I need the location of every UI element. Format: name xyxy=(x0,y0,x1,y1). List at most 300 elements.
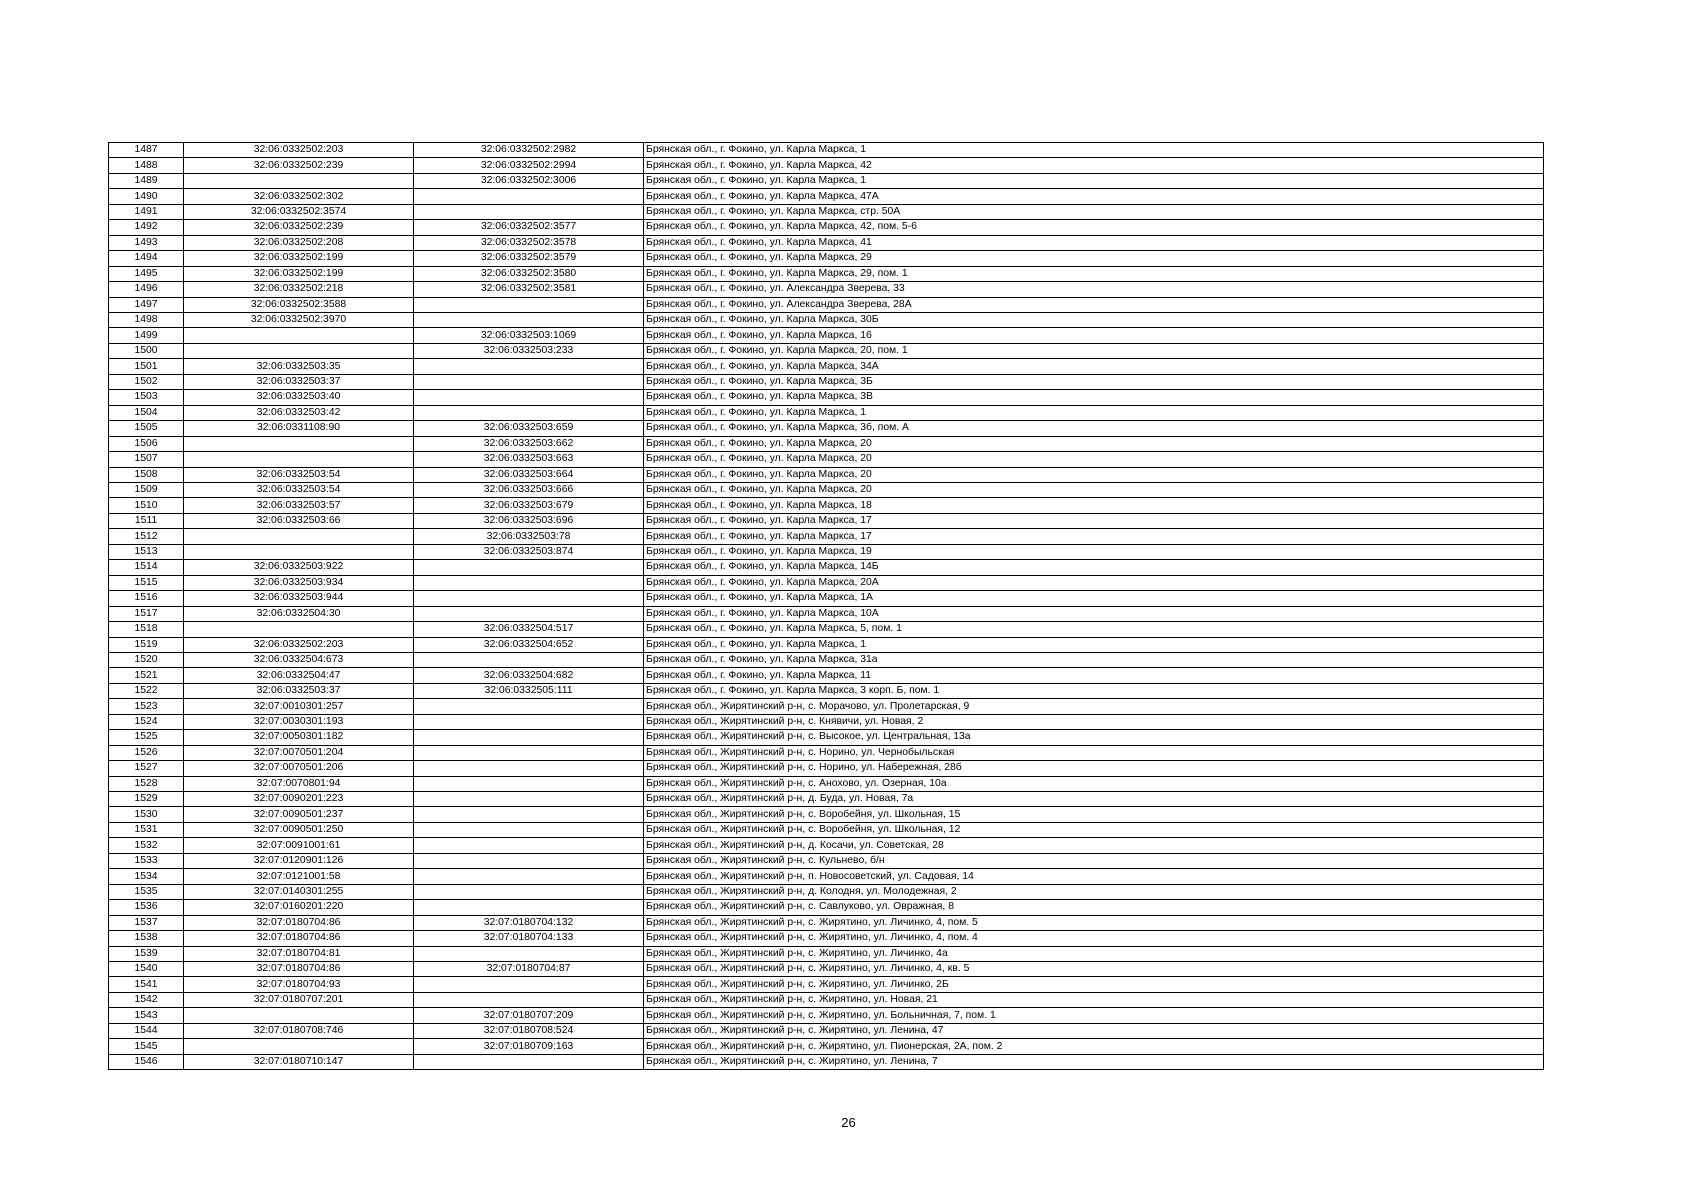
table-row xyxy=(109,900,1544,915)
table-row xyxy=(109,792,1544,807)
table-row xyxy=(109,591,1544,606)
land-cadastral-number-cell: 32:06:0332503:57 xyxy=(184,498,414,513)
row-number-cell: 1522 xyxy=(109,683,184,698)
land-cadastral-number-cell xyxy=(184,343,414,358)
object-cadastral-number-cell xyxy=(414,776,644,791)
land-cadastral-number-cell: 32:06:0332502:239 xyxy=(184,158,414,173)
object-cadastral-number-cell xyxy=(414,390,644,405)
address-cell: Брянская обл., г. Фокино, ул. Карла Маркса, 29, пом. 1 xyxy=(644,266,1544,281)
table-row xyxy=(109,637,1544,652)
address-cell: Брянская обл., Жирятинский р-н, с. Жирятино, ул. Личинко, 4а xyxy=(644,946,1544,961)
row-number-cell: 1516 xyxy=(109,591,184,606)
land-cadastral-number-cell: 32:06:0332502:302 xyxy=(184,189,414,204)
address-cell: Брянская обл., Жирятинский р-н, с. Воробейня, ул. Школьная, 12 xyxy=(644,822,1544,837)
row-number-cell: 1532 xyxy=(109,838,184,853)
land-cadastral-number-cell: 32:06:0332502:203 xyxy=(184,143,414,158)
address-cell: Брянская обл., г. Фокино, ул. Карла Маркса, 20А xyxy=(644,575,1544,590)
land-cadastral-number-cell: 32:07:0010301:257 xyxy=(184,699,414,714)
land-cadastral-number-cell: 32:06:0332502:3574 xyxy=(184,204,414,219)
object-cadastral-number-cell xyxy=(414,745,644,760)
land-cadastral-number-cell: 32:06:0332503:40 xyxy=(184,390,414,405)
land-cadastral-number-cell: 32:07:0180704:86 xyxy=(184,931,414,946)
object-cadastral-number-cell xyxy=(414,838,644,853)
land-cadastral-number-cell xyxy=(184,529,414,544)
object-cadastral-number-cell: 32:07:0180704:87 xyxy=(414,962,644,977)
object-cadastral-number-cell xyxy=(414,312,644,327)
address-cell: Брянская обл., Жирятинский р-н, с. Жирятино, ул. Больничная, 7, пом. 1 xyxy=(644,1008,1544,1023)
address-cell: Брянская обл., Жирятинский р-н, с. Воробейня, ул. Школьная, 15 xyxy=(644,807,1544,822)
table-row xyxy=(109,189,1544,204)
object-cadastral-number-cell: 32:06:0332503:679 xyxy=(414,498,644,513)
object-cadastral-number-cell xyxy=(414,946,644,961)
table-row xyxy=(109,467,1544,482)
land-cadastral-number-cell: 32:07:0160201:220 xyxy=(184,900,414,915)
object-cadastral-number-cell xyxy=(414,652,644,667)
table-row xyxy=(109,946,1544,961)
address-cell: Брянская обл., г. Фокино, ул. Карла Маркса, 20 xyxy=(644,467,1544,482)
row-number-cell: 1509 xyxy=(109,482,184,497)
object-cadastral-number-cell xyxy=(414,730,644,745)
table-row xyxy=(109,1008,1544,1023)
object-cadastral-number-cell xyxy=(414,807,644,822)
address-cell: Брянская обл., г. Фокино, ул. Карла Маркса, 10А xyxy=(644,606,1544,621)
object-cadastral-number-cell: 32:06:0332502:3578 xyxy=(414,235,644,250)
table-row xyxy=(109,359,1544,374)
object-cadastral-number-cell xyxy=(414,189,644,204)
address-cell: Брянская обл., г. Фокино, ул. Карла Маркса, 3Б xyxy=(644,374,1544,389)
land-cadastral-number-cell: 32:07:0180707:201 xyxy=(184,992,414,1007)
address-cell: Брянская обл., г. Фокино, ул. Карла Маркса, 1 xyxy=(644,143,1544,158)
row-number-cell: 1517 xyxy=(109,606,184,621)
object-cadastral-number-cell: 32:07:0180709:163 xyxy=(414,1039,644,1054)
address-cell: Брянская обл., Жирятинский р-н, с. Анохово, ул. Озерная, 10а xyxy=(644,776,1544,791)
table-row xyxy=(109,235,1544,250)
land-cadastral-number-cell: 32:06:0332502:218 xyxy=(184,282,414,297)
table-row xyxy=(109,745,1544,760)
object-cadastral-number-cell: 32:07:0180704:133 xyxy=(414,931,644,946)
table-row xyxy=(109,328,1544,343)
land-cadastral-number-cell: 32:06:0332502:239 xyxy=(184,220,414,235)
object-cadastral-number-cell xyxy=(414,714,644,729)
address-cell: Брянская обл., г. Фокино, ул. Карла Маркса, 5, пом. 1 xyxy=(644,622,1544,637)
row-number-cell: 1505 xyxy=(109,421,184,436)
address-cell: Брянская обл., г. Фокино, ул. Карла Маркса, 3б, пом. А xyxy=(644,421,1544,436)
table-row xyxy=(109,173,1544,188)
land-cadastral-number-cell xyxy=(184,622,414,637)
row-number-cell: 1523 xyxy=(109,699,184,714)
land-cadastral-number-cell: 32:07:0140301:255 xyxy=(184,884,414,899)
land-cadastral-number-cell: 32:07:0120901:126 xyxy=(184,853,414,868)
land-cadastral-number-cell xyxy=(184,452,414,467)
address-cell: Брянская обл., г. Фокино, ул. Карла Маркса, 1 xyxy=(644,173,1544,188)
object-cadastral-number-cell xyxy=(414,1054,644,1069)
object-cadastral-number-cell: 32:07:0180708:524 xyxy=(414,1023,644,1038)
row-number-cell: 1546 xyxy=(109,1054,184,1069)
row-number-cell: 1533 xyxy=(109,853,184,868)
address-cell: Брянская обл., Жирятинский р-н, с. Жирятино, ул. Ленина, 47 xyxy=(644,1023,1544,1038)
address-cell: Брянская обл., Жирятинский р-н, д. Колодня, ул. Молодежная, 2 xyxy=(644,884,1544,899)
address-cell: Брянская обл., г. Фокино, ул. Карла Маркса, 18 xyxy=(644,498,1544,513)
land-cadastral-number-cell: 32:07:0180704:86 xyxy=(184,915,414,930)
row-number-cell: 1488 xyxy=(109,158,184,173)
address-cell: Брянская обл., г. Фокино, ул. Карла Маркса, 3В xyxy=(644,390,1544,405)
object-cadastral-number-cell xyxy=(414,405,644,420)
object-cadastral-number-cell xyxy=(414,822,644,837)
table-row xyxy=(109,266,1544,281)
table-row xyxy=(109,1054,1544,1069)
table-row xyxy=(109,992,1544,1007)
land-cadastral-number-cell: 32:07:0180708:746 xyxy=(184,1023,414,1038)
table-row xyxy=(109,606,1544,621)
land-cadastral-number-cell: 32:06:0332503:944 xyxy=(184,591,414,606)
land-cadastral-number-cell: 32:06:0332503:54 xyxy=(184,482,414,497)
address-cell: Брянская обл., г. Фокино, ул. Карла Маркса, 17 xyxy=(644,513,1544,528)
address-cell: Брянская обл., г. Фокино, ул. Карла Маркса, 42 xyxy=(644,158,1544,173)
row-number-cell: 1492 xyxy=(109,220,184,235)
land-cadastral-number-cell xyxy=(184,1039,414,1054)
address-cell: Брянская обл., Жирятинский р-н, с. Жирятино, ул. Личинко, 4, кв. 5 xyxy=(644,962,1544,977)
row-number-cell: 1526 xyxy=(109,745,184,760)
table-row xyxy=(109,575,1544,590)
row-number-cell: 1506 xyxy=(109,436,184,451)
object-cadastral-number-cell xyxy=(414,359,644,374)
object-cadastral-number-cell: 32:06:0332504:652 xyxy=(414,637,644,652)
row-number-cell: 1510 xyxy=(109,498,184,513)
land-cadastral-number-cell: 32:07:0090501:250 xyxy=(184,822,414,837)
object-cadastral-number-cell xyxy=(414,761,644,776)
address-cell: Брянская обл., г. Фокино, ул. Карла Маркса, 16 xyxy=(644,328,1544,343)
row-number-cell: 1511 xyxy=(109,513,184,528)
table-row xyxy=(109,869,1544,884)
table-row xyxy=(109,962,1544,977)
address-cell: Брянская обл., Жирятинский р-н, с. Норино, ул. Чернобыльская xyxy=(644,745,1544,760)
land-cadastral-number-cell xyxy=(184,173,414,188)
table-row xyxy=(109,652,1544,667)
row-number-cell: 1501 xyxy=(109,359,184,374)
object-cadastral-number-cell: 32:07:0180704:132 xyxy=(414,915,644,930)
land-cadastral-number-cell xyxy=(184,328,414,343)
object-cadastral-number-cell xyxy=(414,699,644,714)
object-cadastral-number-cell: 32:06:0332502:2982 xyxy=(414,143,644,158)
table-row xyxy=(109,560,1544,575)
land-cadastral-number-cell: 32:07:0090501:237 xyxy=(184,807,414,822)
object-cadastral-number-cell xyxy=(414,560,644,575)
table-row xyxy=(109,977,1544,992)
address-cell: Брянская обл., г. Фокино, ул. Карла Маркса, 1 xyxy=(644,405,1544,420)
land-cadastral-number-cell: 32:07:0090201:223 xyxy=(184,792,414,807)
address-cell: Брянская обл., Жирятинский р-н, с. Жирятино, ул. Новая, 21 xyxy=(644,992,1544,1007)
object-cadastral-number-cell xyxy=(414,869,644,884)
land-cadastral-number-cell: 32:07:0030301:193 xyxy=(184,714,414,729)
row-number-cell: 1514 xyxy=(109,560,184,575)
land-cadastral-number-cell: 32:07:0180704:81 xyxy=(184,946,414,961)
address-cell: Брянская обл., г. Фокино, ул. Карла Маркса, 30Б xyxy=(644,312,1544,327)
land-cadastral-number-cell: 32:07:0070501:204 xyxy=(184,745,414,760)
object-cadastral-number-cell xyxy=(414,900,644,915)
land-cadastral-number-cell: 32:07:0121001:58 xyxy=(184,869,414,884)
table-row xyxy=(109,544,1544,559)
address-cell: Брянская обл., Жирятинский р-н, с. Высокое, ул. Центральная, 13а xyxy=(644,730,1544,745)
row-number-cell: 1503 xyxy=(109,390,184,405)
object-cadastral-number-cell: 32:06:0332502:3580 xyxy=(414,266,644,281)
object-cadastral-number-cell: 32:06:0332502:3581 xyxy=(414,282,644,297)
table-row xyxy=(109,158,1544,173)
object-cadastral-number-cell: 32:06:0332504:682 xyxy=(414,668,644,683)
object-cadastral-number-cell: 32:06:0332503:664 xyxy=(414,467,644,482)
table-row xyxy=(109,807,1544,822)
row-number-cell: 1543 xyxy=(109,1008,184,1023)
land-cadastral-number-cell xyxy=(184,1008,414,1023)
land-cadastral-number-cell: 32:06:0332503:54 xyxy=(184,467,414,482)
land-cadastral-number-cell: 32:06:0332502:3588 xyxy=(184,297,414,312)
address-cell: Брянская обл., г. Фокино, ул. Карла Маркса, 1А xyxy=(644,591,1544,606)
address-cell: Брянская обл., г. Фокино, ул. Карла Маркса, 3 корп. Б, пом. 1 xyxy=(644,683,1544,698)
address-cell: Брянская обл., г. Фокино, ул. Карла Маркса, 20, пом. 1 xyxy=(644,343,1544,358)
land-cadastral-number-cell: 32:06:0332502:203 xyxy=(184,637,414,652)
address-cell: Брянская обл., Жирятинский р-н, с. Морачово, ул. Пролетарская, 9 xyxy=(644,699,1544,714)
land-cadastral-number-cell: 32:06:0332503:66 xyxy=(184,513,414,528)
land-cadastral-number-cell: 32:06:0332502:199 xyxy=(184,251,414,266)
address-cell: Брянская обл., г. Фокино, ул. Карла Маркса, 1 xyxy=(644,637,1544,652)
row-number-cell: 1527 xyxy=(109,761,184,776)
address-cell: Брянская обл., г. Фокино, ул. Карла Маркса, 19 xyxy=(644,544,1544,559)
object-cadastral-number-cell: 32:06:0332502:3006 xyxy=(414,173,644,188)
object-cadastral-number-cell: 32:06:0332504:517 xyxy=(414,622,644,637)
object-cadastral-number-cell: 32:06:0332503:78 xyxy=(414,529,644,544)
table-row xyxy=(109,776,1544,791)
row-number-cell: 1496 xyxy=(109,282,184,297)
land-cadastral-number-cell: 32:06:0332504:30 xyxy=(184,606,414,621)
table-row xyxy=(109,915,1544,930)
row-number-cell: 1502 xyxy=(109,374,184,389)
land-cadastral-number-cell: 32:07:0180704:86 xyxy=(184,962,414,977)
land-cadastral-number-cell: 32:07:0050301:182 xyxy=(184,730,414,745)
page-number: 26 xyxy=(841,1115,856,1130)
table-row xyxy=(109,668,1544,683)
table-row xyxy=(109,405,1544,420)
table-row xyxy=(109,220,1544,235)
table-row xyxy=(109,143,1544,158)
land-cadastral-number-cell xyxy=(184,544,414,559)
table-row xyxy=(109,452,1544,467)
land-cadastral-number-cell: 32:07:0091001:61 xyxy=(184,838,414,853)
table-row xyxy=(109,699,1544,714)
land-cadastral-number-cell: 32:06:0332502:208 xyxy=(184,235,414,250)
land-cadastral-number-cell: 32:06:0331108:90 xyxy=(184,421,414,436)
object-cadastral-number-cell xyxy=(414,606,644,621)
object-cadastral-number-cell: 32:06:0332503:666 xyxy=(414,482,644,497)
object-cadastral-number-cell: 32:06:0332503:1069 xyxy=(414,328,644,343)
table-row xyxy=(109,931,1544,946)
row-number-cell: 1524 xyxy=(109,714,184,729)
table-row xyxy=(109,683,1544,698)
table-row xyxy=(109,761,1544,776)
row-number-cell: 1536 xyxy=(109,900,184,915)
row-number-cell: 1487 xyxy=(109,143,184,158)
row-number-cell: 1540 xyxy=(109,962,184,977)
address-cell: Брянская обл., Жирятинский р-н, с. Жирятино, ул. Личинко, 4, пом. 4 xyxy=(644,931,1544,946)
object-cadastral-number-cell xyxy=(414,884,644,899)
address-cell: Брянская обл., г. Фокино, ул. Карла Маркса, 20 xyxy=(644,436,1544,451)
row-number-cell: 1544 xyxy=(109,1023,184,1038)
table-row xyxy=(109,390,1544,405)
row-number-cell: 1513 xyxy=(109,544,184,559)
object-cadastral-number-cell: 32:06:0332502:3579 xyxy=(414,251,644,266)
land-cadastral-number-cell: 32:06:0332503:35 xyxy=(184,359,414,374)
table-row xyxy=(109,282,1544,297)
land-cadastral-number-cell: 32:06:0332503:37 xyxy=(184,374,414,389)
row-number-cell: 1494 xyxy=(109,251,184,266)
object-cadastral-number-cell: 32:07:0180707:209 xyxy=(414,1008,644,1023)
row-number-cell: 1498 xyxy=(109,312,184,327)
table-row xyxy=(109,343,1544,358)
row-number-cell: 1537 xyxy=(109,915,184,930)
address-cell: Брянская обл., Жирятинский р-н, с. Норино, ул. Набережная, 28б xyxy=(644,761,1544,776)
table-row xyxy=(109,498,1544,513)
row-number-cell: 1534 xyxy=(109,869,184,884)
row-number-cell: 1504 xyxy=(109,405,184,420)
table-row xyxy=(109,374,1544,389)
object-cadastral-number-cell xyxy=(414,853,644,868)
object-cadastral-number-cell: 32:06:0332503:874 xyxy=(414,544,644,559)
address-cell: Брянская обл., Жирятинский р-н, с. Княвичи, ул. Новая, 2 xyxy=(644,714,1544,729)
row-number-cell: 1531 xyxy=(109,822,184,837)
address-cell: Брянская обл., г. Фокино, ул. Александра Зверева, 33 xyxy=(644,282,1544,297)
table-row xyxy=(109,714,1544,729)
land-cadastral-number-cell: 32:06:0332502:199 xyxy=(184,266,414,281)
land-cadastral-number-cell: 32:07:0070501:206 xyxy=(184,761,414,776)
land-cadastral-number-cell: 32:06:0332502:3970 xyxy=(184,312,414,327)
row-number-cell: 1529 xyxy=(109,792,184,807)
row-number-cell: 1521 xyxy=(109,668,184,683)
object-cadastral-number-cell xyxy=(414,591,644,606)
address-cell: Брянская обл., г. Фокино, ул. Карла Маркса, 20 xyxy=(644,452,1544,467)
land-cadastral-number-cell: 32:06:0332503:37 xyxy=(184,683,414,698)
address-cell: Брянская обл., Жирятинский р-н, п. Новосоветский, ул. Садовая, 14 xyxy=(644,869,1544,884)
table-row xyxy=(109,1023,1544,1038)
object-cadastral-number-cell: 32:06:0332503:233 xyxy=(414,343,644,358)
row-number-cell: 1539 xyxy=(109,946,184,961)
row-number-cell: 1495 xyxy=(109,266,184,281)
row-number-cell: 1497 xyxy=(109,297,184,312)
address-cell: Брянская обл., г. Фокино, ул. Карла Маркса, стр. 50А xyxy=(644,204,1544,219)
address-cell: Брянская обл., г. Фокино, ул. Карла Маркса, 42, пом. 5-6 xyxy=(644,220,1544,235)
row-number-cell: 1508 xyxy=(109,467,184,482)
address-cell: Брянская обл., г. Фокино, ул. Карла Маркса, 29 xyxy=(644,251,1544,266)
table-row xyxy=(109,436,1544,451)
row-number-cell: 1525 xyxy=(109,730,184,745)
row-number-cell: 1507 xyxy=(109,452,184,467)
row-number-cell: 1519 xyxy=(109,637,184,652)
object-cadastral-number-cell xyxy=(414,575,644,590)
land-cadastral-number-cell: 32:06:0332503:934 xyxy=(184,575,414,590)
row-number-cell: 1530 xyxy=(109,807,184,822)
land-cadastral-number-cell: 32:07:0180710:147 xyxy=(184,1054,414,1069)
table-row xyxy=(109,312,1544,327)
object-cadastral-number-cell xyxy=(414,204,644,219)
row-number-cell: 1520 xyxy=(109,652,184,667)
address-cell: Брянская обл., г. Фокино, ул. Карла Маркса, 41 xyxy=(644,235,1544,250)
row-number-cell: 1528 xyxy=(109,776,184,791)
address-cell: Брянская обл., г. Фокино, ул. Карла Маркса, 14Б xyxy=(644,560,1544,575)
table-row xyxy=(109,884,1544,899)
object-cadastral-number-cell xyxy=(414,297,644,312)
object-cadastral-number-cell: 32:06:0332502:3577 xyxy=(414,220,644,235)
row-number-cell: 1490 xyxy=(109,189,184,204)
row-number-cell: 1493 xyxy=(109,235,184,250)
table-body xyxy=(109,143,1544,1070)
address-cell: Брянская обл., Жирятинский р-н, с. Савлуково, ул. Овражная, 8 xyxy=(644,900,1544,915)
table-row xyxy=(109,730,1544,745)
table-row xyxy=(109,529,1544,544)
address-cell: Брянская обл., Жирятинский р-н, с. Жирятино, ул. Пионерская, 2А, пом. 2 xyxy=(644,1039,1544,1054)
land-cadastral-number-cell: 32:06:0332504:673 xyxy=(184,652,414,667)
object-cadastral-number-cell: 32:06:0332503:659 xyxy=(414,421,644,436)
table-row xyxy=(109,482,1544,497)
object-cadastral-number-cell: 32:06:0332503:663 xyxy=(414,452,644,467)
table-row xyxy=(109,853,1544,868)
row-number-cell: 1518 xyxy=(109,622,184,637)
object-cadastral-number-cell: 32:06:0332502:2994 xyxy=(414,158,644,173)
land-cadastral-number-cell xyxy=(184,436,414,451)
address-cell: Брянская обл., г. Фокино, ул. Карла Маркса, 11 xyxy=(644,668,1544,683)
row-number-cell: 1500 xyxy=(109,343,184,358)
table-row xyxy=(109,251,1544,266)
object-cadastral-number-cell xyxy=(414,374,644,389)
row-number-cell: 1489 xyxy=(109,173,184,188)
row-number-cell: 1499 xyxy=(109,328,184,343)
row-number-cell: 1491 xyxy=(109,204,184,219)
row-number-cell: 1542 xyxy=(109,992,184,1007)
address-cell: Брянская обл., г. Фокино, ул. Карла Маркса, 20 xyxy=(644,482,1544,497)
land-cadastral-number-cell: 32:06:0332503:922 xyxy=(184,560,414,575)
object-cadastral-number-cell: 32:06:0332505:111 xyxy=(414,683,644,698)
table-row xyxy=(109,513,1544,528)
cadastral-table xyxy=(108,142,1544,1070)
row-number-cell: 1538 xyxy=(109,931,184,946)
address-cell: Брянская обл., Жирятинский р-н, с. Жирятино, ул. Личинко, 2Б xyxy=(644,977,1544,992)
table-row xyxy=(109,297,1544,312)
object-cadastral-number-cell: 32:06:0332503:696 xyxy=(414,513,644,528)
table-row xyxy=(109,838,1544,853)
address-cell: Брянская обл., г. Фокино, ул. Карла Маркса, 31а xyxy=(644,652,1544,667)
table-row xyxy=(109,622,1544,637)
table-row xyxy=(109,822,1544,837)
address-cell: Брянская обл., г. Фокино, ул. Карла Маркса, 17 xyxy=(644,529,1544,544)
object-cadastral-number-cell xyxy=(414,992,644,1007)
land-cadastral-number-cell: 32:07:0180704:93 xyxy=(184,977,414,992)
address-cell: Брянская обл., г. Фокино, ул. Александра Зверева, 28А xyxy=(644,297,1544,312)
row-number-cell: 1545 xyxy=(109,1039,184,1054)
object-cadastral-number-cell: 32:06:0332503:662 xyxy=(414,436,644,451)
table-row xyxy=(109,421,1544,436)
address-cell: Брянская обл., Жирятинский р-н, с. Кульнево, б/н xyxy=(644,853,1544,868)
table-row xyxy=(109,204,1544,219)
address-cell: Брянская обл., г. Фокино, ул. Карла Маркса, 34А xyxy=(644,359,1544,374)
row-number-cell: 1515 xyxy=(109,575,184,590)
row-number-cell: 1535 xyxy=(109,884,184,899)
address-cell: Брянская обл., г. Фокино, ул. Карла Маркса, 47А xyxy=(644,189,1544,204)
row-number-cell: 1512 xyxy=(109,529,184,544)
table-row xyxy=(109,1039,1544,1054)
land-cadastral-number-cell: 32:06:0332503:42 xyxy=(184,405,414,420)
land-cadastral-number-cell: 32:07:0070801:94 xyxy=(184,776,414,791)
address-cell: Брянская обл., Жирятинский р-н, с. Жирятино, ул. Ленина, 7 xyxy=(644,1054,1544,1069)
land-cadastral-number-cell: 32:06:0332504:47 xyxy=(184,668,414,683)
row-number-cell: 1541 xyxy=(109,977,184,992)
object-cadastral-number-cell xyxy=(414,792,644,807)
address-cell: Брянская обл., Жирятинский р-н, д. Буда, ул. Новая, 7а xyxy=(644,792,1544,807)
